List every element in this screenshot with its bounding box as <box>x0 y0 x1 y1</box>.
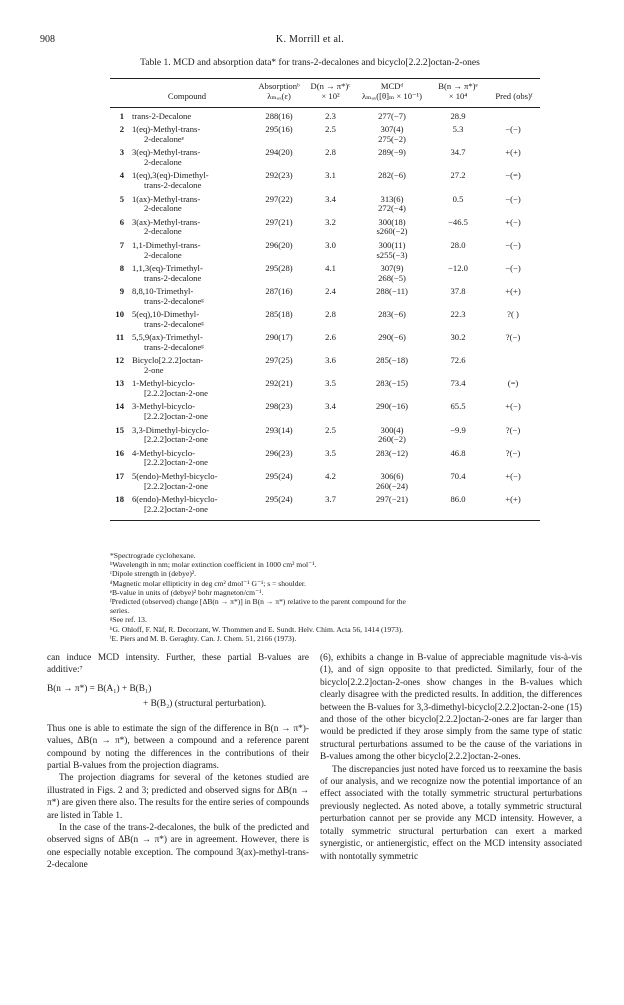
pred-obs-value: −(−) <box>505 193 521 204</box>
b-value: 28.9 <box>450 111 466 121</box>
b-value: 22.3 <box>450 309 466 320</box>
mcd-value <box>358 241 426 261</box>
mcd-value-line: 283(−12) <box>375 447 409 458</box>
mcd-value <box>358 287 426 297</box>
b-value: −9.9 <box>450 424 466 435</box>
absorption-value: 296(23) <box>265 447 293 458</box>
compound-name <box>132 125 242 145</box>
table-row <box>110 402 540 425</box>
dipole-value: 3.7 <box>325 493 336 504</box>
dipole-value: 2.3 <box>325 111 336 121</box>
mcd-value-line: 300(11) <box>378 239 406 250</box>
compound-name <box>132 148 242 168</box>
mcd-value-line: 288(−11) <box>376 285 408 296</box>
compound-name-line: 8,8,10-Trimethyl- <box>132 285 194 296</box>
mcd-value <box>358 112 426 122</box>
compound-name-line: [2.2.2]octan-2-one <box>144 434 208 445</box>
paragraph: The projection diagrams for several of the ketones studied are illustrated in Figs. 2 and 3; predicted and observed signs for ΔB(n → π*) are given there also. The results for the entire series of compounds are listed in Table 1. <box>47 773 309 821</box>
absorption-value: 297(25) <box>265 355 293 366</box>
equation-line: + B(B₂) (structural perturbation). <box>143 698 267 709</box>
b-value: 30.2 <box>450 332 466 343</box>
compound-name-line: 2-one <box>144 365 164 376</box>
compound-name-line: 1(ax)-Methyl-trans- <box>132 193 201 204</box>
mcd-value <box>358 426 426 446</box>
mcd-value-line: 283(−15) <box>375 378 409 389</box>
b-value: 34.7 <box>450 147 466 158</box>
b-value: 27.2 <box>450 170 466 181</box>
compound-name <box>132 402 242 422</box>
compound-name-line: 1(eq),3(eq)-Dimethyl- <box>132 170 209 181</box>
pred-obs-value: ?(−) <box>505 332 521 343</box>
footnote: *Spectrograde cyclohexane. <box>110 551 196 560</box>
mcd-value-line: 277(−7) <box>378 111 406 121</box>
b-value: 46.8 <box>450 447 466 458</box>
paragraph: In the case of the trans-2-decalones, the bulk of the predicted and observed signs of ΔB(n → π*) are in agreement. However, there is one especially notable exception. The compound 3(ax)-methyl-trans-2-decalone <box>47 823 309 871</box>
dipole-value: 2.5 <box>325 424 336 435</box>
table-row <box>110 356 540 379</box>
pred-obs-value: +(+) <box>505 493 521 504</box>
footnote: series. <box>110 606 130 616</box>
dipole-value: 4.2 <box>325 470 336 481</box>
mcd-value-line: 268(−5) <box>378 272 406 283</box>
compound-number: 14 <box>115 401 124 412</box>
mcd-value-line: 306(6) <box>380 470 404 481</box>
dipole-value: 2.4 <box>325 285 336 296</box>
paragraph: Thus one is able to estimate the sign of the difference in B(n → π*)-values, ΔB(n → π*), between a compound and a reference parent compound by noting the differences in the contributions of their partial B-values from the projection diagrams. <box>47 723 309 772</box>
absorption-value: 292(21) <box>265 378 293 389</box>
compound-name-line: 2-decaloneᵉ <box>144 134 184 145</box>
compound-number: 10 <box>115 309 124 320</box>
compound-name-line: [2.2.2]octan-2-one <box>144 411 208 422</box>
pred-obs-value: +(−) <box>505 216 521 227</box>
mcd-value-line: 282(−6) <box>378 170 406 181</box>
mcd-value-line: 283(−6) <box>378 309 406 320</box>
pred-obs-value: +(−) <box>505 401 521 412</box>
table-row <box>110 379 540 402</box>
col-header-bvalue: B(n → π*)ᵉ × 10⁴ <box>438 81 478 101</box>
footnote: ᶠPredicted (observed) change [ΔB(n → π*)] in B(n → π*) relative to the parent compound for the <box>110 597 406 607</box>
compound-name-line: [2.2.2]octan-2-one <box>144 388 208 399</box>
col-header-dipole: D(n → π*)ᶜ × 10² <box>310 81 351 101</box>
equation <box>47 683 309 717</box>
compound-number: 8 <box>119 262 124 273</box>
mcd-value-line: 300(4) <box>380 424 404 435</box>
col-header-pred: Pred (obs)ᶠ <box>495 91 533 101</box>
dipole-value: 2.8 <box>325 309 336 320</box>
pred-obs-value: ?(−) <box>505 447 521 458</box>
dipole-value: 3.1 <box>325 170 336 181</box>
compound-name <box>132 195 242 215</box>
footnote: ᶜDipole strength in (debye)². <box>110 569 197 579</box>
footnote: ᵍSee ref. 13. <box>110 615 147 625</box>
dipole-value: 2.5 <box>325 124 336 135</box>
dipole-value: 3.5 <box>325 378 336 389</box>
mcd-value <box>358 148 426 158</box>
mcd-value <box>358 379 426 389</box>
compound-name-line: [2.2.2]octan-2-one <box>144 480 208 491</box>
compound-name <box>132 218 242 238</box>
b-value: −46.5 <box>448 216 468 227</box>
compound-number: 1 <box>119 111 124 121</box>
table-row <box>110 310 540 333</box>
footnote: ʰG. Ohloff, F. Näf, R. Decorzant, W. Thommen and E. Sundt. Helv. Chim. Acta 56, 1414 (1973). <box>110 624 404 634</box>
table-header <box>110 79 540 107</box>
col-header-compound: Compound <box>167 91 207 101</box>
paragraph: (6), exhibits a change in B-value of appreciable magnitude vis-à-vis (1), and of sign opposite to that predicted. Similarly, four of the bicyclo[2.2.2]octan-2-ones show changes in the B-values which clearly disagree with the predicted results. In addition, the differences between the B-values for 3,3-dimethyl-bicyclo[2.2.2]octan-2-one (15) and those of the other bicyclo[2.2.2]octan-2-ones are far larger than would be predicted if they arose simply from the same type of static structural perturbations assumed to be the cause of the variations in B-values among the other bicyclo[2.2.2]octan-2-ones. <box>320 653 582 763</box>
compound-name-line: 1,1-Dimethyl-trans- <box>132 239 201 250</box>
b-value: 37.8 <box>450 285 466 296</box>
running-head: K. Morrill et al. <box>275 34 345 45</box>
mcd-value-line: 307(9) <box>380 262 404 273</box>
compound-name-line: trans-2-decalone <box>144 272 202 283</box>
compound-number: 13 <box>115 378 124 389</box>
compound-name <box>132 171 242 191</box>
compound-name-line: 1,1,3(eq)-Trimethyl- <box>132 262 203 273</box>
table-row <box>110 218 540 241</box>
compound-name-line: 2-decalone <box>144 203 182 214</box>
compound-name-line: 5(endo)-Methyl-bicyclo- <box>132 470 218 481</box>
compound-number: 12 <box>115 355 124 366</box>
b-value: −12.0 <box>448 262 468 273</box>
footnote: ⁱE. Piers and M. B. Geraghty. Can. J. Chem. 51, 2166 (1973). <box>110 633 297 643</box>
compound-name-line: 3-Methyl-bicyclo- <box>132 401 196 412</box>
dipole-value: 3.5 <box>325 447 336 458</box>
compound-name-line: 1(eq)-Methyl-trans- <box>132 124 201 135</box>
absorption-value: 294(20) <box>265 147 293 158</box>
table-row <box>110 495 540 518</box>
compound-name <box>132 495 242 515</box>
data-table <box>110 78 540 521</box>
footnote: ᵉB-value in units of (debye)² bohr magneton/cm⁻¹. <box>110 587 264 597</box>
compound-name-line: trans-2-Decalone <box>132 111 192 121</box>
b-value: 28.0 <box>450 239 466 250</box>
dipole-value: 3.4 <box>325 401 336 412</box>
compound-name-line: trans-2-decaloneᵍ <box>144 318 204 329</box>
mcd-value-line: 260(−2) <box>378 434 406 445</box>
compound-number: 15 <box>115 424 124 435</box>
compound-name <box>132 241 242 261</box>
pred-obs-value: −(−) <box>505 239 521 250</box>
dipole-value: 2.8 <box>325 147 336 158</box>
absorption-value: 292(23) <box>265 170 293 181</box>
mcd-value-line: 260(−24) <box>375 480 409 491</box>
body-column-left <box>47 652 309 872</box>
table-row <box>110 449 540 472</box>
mcd-value-line: 275(−2) <box>378 134 406 145</box>
compound-name-line: Bicyclo[2.2.2]octan- <box>132 355 204 366</box>
compound-name-line: 2-decalone <box>144 157 182 168</box>
absorption-value: 295(16) <box>265 124 293 135</box>
mcd-value <box>358 171 426 181</box>
pred-obs-value: −(−) <box>505 262 521 273</box>
paragraph: can induce MCD intensity. Further, these partial B-values are additive:⁷ <box>47 653 309 676</box>
compound-name <box>132 449 242 469</box>
mcd-value-line: 300(18) <box>378 216 406 227</box>
pred-obs-value: +(+) <box>505 147 521 158</box>
mcd-value-line: s260(−2) <box>376 226 408 237</box>
compound-name-line: 1-Methyl-bicyclo- <box>132 378 196 389</box>
b-value: 5.3 <box>452 124 464 135</box>
table-row <box>110 148 540 171</box>
absorption-value: 288(16) <box>265 111 293 121</box>
compound-name <box>132 356 242 376</box>
mcd-value <box>358 218 426 238</box>
mcd-value-line: 289(−9) <box>378 147 406 158</box>
dipole-value: 2.6 <box>325 332 336 343</box>
mcd-value-line: 285(−18) <box>375 355 409 366</box>
footnote: ᵈMagnetic molar ellipticity in deg cm² dmol⁻¹ G⁻¹; s = shoulder. <box>110 578 306 588</box>
absorption-value: 297(21) <box>265 216 293 227</box>
absorption-value: 297(22) <box>265 193 293 204</box>
footnote: ᵇWavelength in nm; molar extinction coefficient in 1000 cm² mol⁻¹. <box>110 560 317 570</box>
compound-name <box>132 379 242 399</box>
mcd-value <box>358 264 426 284</box>
mcd-value-line: 313(6) <box>380 193 404 204</box>
table-row <box>110 171 540 194</box>
table-row <box>110 472 540 495</box>
compound-number: 4 <box>119 170 124 181</box>
table-row <box>110 333 540 356</box>
mcd-value <box>358 333 426 343</box>
mcd-value <box>358 310 426 320</box>
absorption-value: 298(23) <box>265 401 293 412</box>
compound-name-line: 3(eq)-Methyl-trans- <box>132 147 201 158</box>
table-row <box>110 195 540 218</box>
col-header-mcd: MCDᵈ λₘₐₓ([θ]ₘ × 10⁻¹) <box>362 81 422 101</box>
b-value: 86.0 <box>450 493 466 504</box>
pred-obs-value: ?(−) <box>505 424 521 435</box>
pred-obs-value: +(+) <box>505 285 521 296</box>
compound-number: 6 <box>119 216 124 227</box>
page-number: 908 <box>40 34 55 45</box>
mcd-value <box>358 472 426 492</box>
paragraph: The discrepancies just noted have forced us to reexamine the basis of our analysis, and we recognize now the potential importance of an effect associated with the totally symmetric structural perturbations previously neglected. As noted above, a totally symmetric structural perturbation cannot per se provide any MCD intensity. However, a totally symmetric structural perturbation can exert a marked synergistic, or antienergistic, effect on the MCD intensity associated with nontotally symmetric <box>320 764 582 862</box>
dipole-value: 4.1 <box>325 262 336 273</box>
mcd-value-line: 272(−4) <box>378 203 406 214</box>
compound-name-line: 5,5,9(ax)-Trimethyl- <box>132 332 203 343</box>
table-footnotes <box>110 551 540 643</box>
compound-name <box>132 333 242 353</box>
compound-number: 5 <box>119 193 124 204</box>
compound-name-line: [2.2.2]octan-2-one <box>144 503 208 514</box>
absorption-value: 287(16) <box>265 285 293 296</box>
table-row <box>110 287 540 310</box>
body-column-right <box>320 652 582 863</box>
absorption-value: 295(24) <box>265 493 293 504</box>
table-row <box>110 241 540 264</box>
mcd-value <box>358 402 426 412</box>
mcd-value <box>358 125 426 145</box>
mcd-value-line: 297(−21) <box>375 493 409 504</box>
compound-name-line: [2.2.2]octan-2-one <box>144 457 208 468</box>
mcd-value-line: 290(−6) <box>378 332 406 343</box>
absorption-value: 295(24) <box>265 470 293 481</box>
table-row <box>110 426 540 449</box>
dipole-value: 3.4 <box>325 193 336 204</box>
mcd-value-line: s255(−3) <box>376 249 408 260</box>
compound-name <box>132 310 242 330</box>
compound-name <box>132 472 242 492</box>
compound-number: 18 <box>115 493 124 504</box>
table-body <box>110 108 540 518</box>
dipole-value: 3.2 <box>325 216 336 227</box>
b-value: 65.5 <box>450 401 466 412</box>
compound-number: 11 <box>115 332 124 343</box>
compound-name-line: 5(eq),10-Dimethyl- <box>132 309 200 320</box>
compound-name-line: trans-2-decaloneᵍ <box>144 341 204 352</box>
compound-name-line: 4-Methyl-bicyclo- <box>132 447 196 458</box>
compound-name-line: 3,3-Dimethyl-bicyclo- <box>132 424 210 435</box>
absorption-value: 296(20) <box>265 239 293 250</box>
compound-number: 7 <box>119 239 124 250</box>
absorption-value: 295(28) <box>265 262 293 273</box>
pred-obs-value: −(=) <box>505 170 521 181</box>
equation-line: B(n → π*) = B(A₁) + B(B₁) <box>47 683 152 694</box>
compound-name <box>132 264 242 284</box>
dipole-value: 3.0 <box>325 239 336 250</box>
pred-obs-value: +(−) <box>505 470 521 481</box>
compound-number: 2 <box>119 124 124 135</box>
absorption-value: 290(17) <box>265 332 293 343</box>
page-header <box>40 34 580 48</box>
compound-name-line: 3(ax)-Methyl-trans- <box>132 216 201 227</box>
compound-number: 17 <box>115 470 124 481</box>
table-row <box>110 264 540 287</box>
pred-obs-value: −(−) <box>505 124 521 135</box>
mcd-value-line: 290(−16) <box>375 401 409 412</box>
mcd-value <box>358 195 426 215</box>
table-bottom-rule <box>110 520 540 521</box>
dipole-value: 3.6 <box>325 355 336 366</box>
pred-obs-value: ?( ) <box>507 309 519 320</box>
b-value: 70.4 <box>450 470 466 481</box>
absorption-value: 293(14) <box>265 424 293 435</box>
compound-name <box>132 112 242 122</box>
mcd-value-line: 307(4) <box>380 124 404 135</box>
table-row <box>110 112 540 125</box>
table-caption: Table 1. MCD and absorption data* for trans-2-decalones and bicyclo[2.2.2]octan-2-ones <box>140 58 480 68</box>
table-row <box>110 125 540 148</box>
compound-name-line: 2-decalone <box>144 249 182 260</box>
compound-name-line: 2-decalone <box>144 226 182 237</box>
compound-number: 16 <box>115 447 124 458</box>
col-header-absorption: Absorptionᵇ λₘₐₓ(ε) <box>258 81 300 101</box>
compound-name <box>132 287 242 307</box>
b-value: 0.5 <box>452 193 464 204</box>
b-value: 73.4 <box>450 378 466 389</box>
compound-name-line: trans-2-decalone <box>144 180 202 191</box>
absorption-value: 285(18) <box>265 309 293 320</box>
compound-name <box>132 426 242 446</box>
b-value: 72.6 <box>450 355 466 366</box>
mcd-value <box>358 449 426 459</box>
pred-obs-value: (=) <box>507 378 519 389</box>
compound-name-line: 6(endo)-Methyl-bicyclo- <box>132 493 218 504</box>
compound-name-line: trans-2-decaloneᵍ <box>144 295 204 306</box>
mcd-value <box>358 356 426 366</box>
compound-number: 9 <box>119 285 124 296</box>
mcd-value <box>358 495 426 505</box>
compound-number: 3 <box>119 147 124 158</box>
